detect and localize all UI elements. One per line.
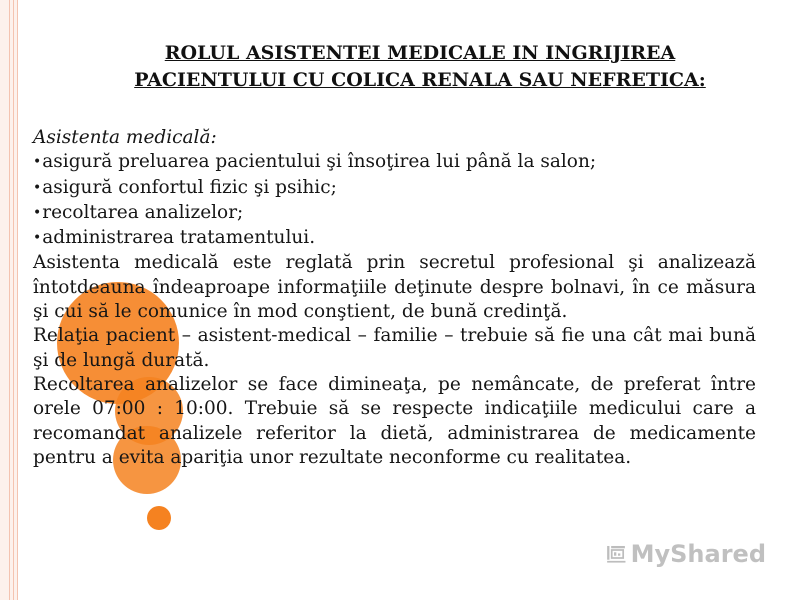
bullet-text: asigură confortul fizic şi psihic; — [42, 176, 337, 198]
slide-content — [33, 126, 756, 470]
bullet-text: administrarea tratamentului. — [42, 227, 316, 249]
presentation-board-icon — [606, 537, 627, 571]
list-item — [33, 176, 756, 201]
bullet-text: asigură preluarea pacientului şi însoţirea lui până la salon; — [42, 151, 597, 173]
decorative-circle-small — [147, 506, 171, 530]
watermark-text: MyShared — [630, 540, 766, 568]
list-item — [33, 150, 756, 175]
bullet-icon: • — [33, 179, 42, 196]
border-line — [17, 0, 18, 600]
paragraph: Recoltarea analizelor se face dimineaţa, pe nemâncate, de preferat între orele 07:00 : 10:00. Trebuie să se respecte indicaţiile medicului care a recomandat analizele referitor la dietă, administrarea de medicamente pentru a evita apariţia unor rezultate neconforme cu realitatea. — [33, 373, 756, 468]
list-item — [33, 201, 756, 226]
bullet-icon: • — [33, 230, 42, 247]
title-line-1: ROLUL ASISTENTEI MEDICALE IN INGRIJIREA — [164, 42, 676, 64]
border-line — [9, 0, 10, 600]
paragraph: Asistenta medicală este reglată prin secretul profesional şi analizează întotdeauna îndeaproape informaţiile deţinute despre bolnavi, în ce măsura şi cui să le comunice în mod conştient, de bună credinţă. — [33, 252, 756, 323]
bullet-icon: • — [33, 204, 42, 221]
border-line — [13, 0, 14, 600]
bullet-text: recoltarea analizelor; — [42, 201, 244, 223]
list-item — [33, 226, 756, 251]
title-line-2: PACIENTULUI CU COLICA RENALA SAU NEFRETICA: — [134, 69, 706, 91]
bullet-icon: • — [33, 154, 42, 171]
paragraph: Relaţia pacient – asistent-medical – familie – trebuie să fie una cât mai bună şi de lungă durată. — [33, 325, 756, 371]
bullet-list — [33, 150, 756, 251]
slide-title — [40, 40, 800, 94]
section-subtitle: Asistenta medicală: — [33, 127, 217, 148]
watermark — [606, 536, 766, 572]
